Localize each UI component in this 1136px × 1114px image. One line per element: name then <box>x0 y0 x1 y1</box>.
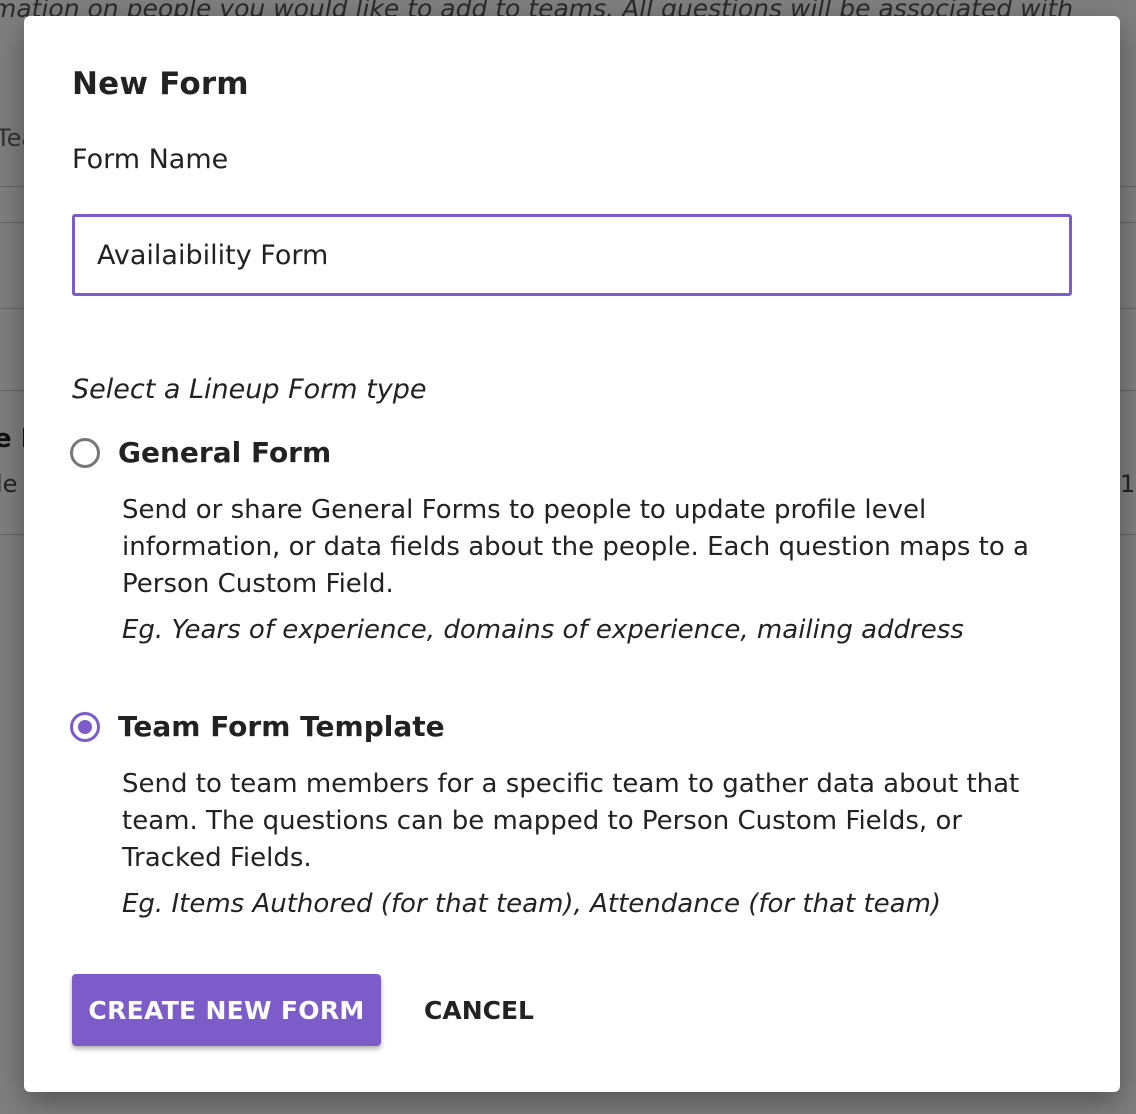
radio-label-team-form-template[interactable]: Team Form Template <box>118 710 445 743</box>
general-form-example: Eg. Years of experience, domains of experience, mailing address <box>122 615 964 645</box>
general-form-description: Send or share General Forms to people to update profile level information, or data fields about the people. Each question maps to a Person Custom Field. <box>122 495 1029 599</box>
form-name-input[interactable] <box>72 214 1072 296</box>
form-type-heading: Select a Lineup Form type <box>72 374 427 405</box>
radio-unchecked-icon[interactable] <box>70 438 100 468</box>
team-form-description: Send to team members for a specific team to gather data about that team. The questions can be mapped to Person Custom Fields, or Tracked Fields. <box>122 769 1020 873</box>
radio-checked-icon[interactable] <box>70 712 100 742</box>
create-new-form-button[interactable]: CREATE NEW FORM <box>72 974 381 1046</box>
team-form-example: Eg. Items Authored (for that team), Attendance (for that team) <box>122 889 942 919</box>
form-name-label: Form Name <box>72 144 229 175</box>
new-form-dialog <box>24 16 1120 1092</box>
dialog-title: New Form <box>72 66 249 102</box>
radio-label-general-form[interactable]: General Form <box>118 436 332 469</box>
cancel-button[interactable]: CANCEL <box>404 974 554 1046</box>
